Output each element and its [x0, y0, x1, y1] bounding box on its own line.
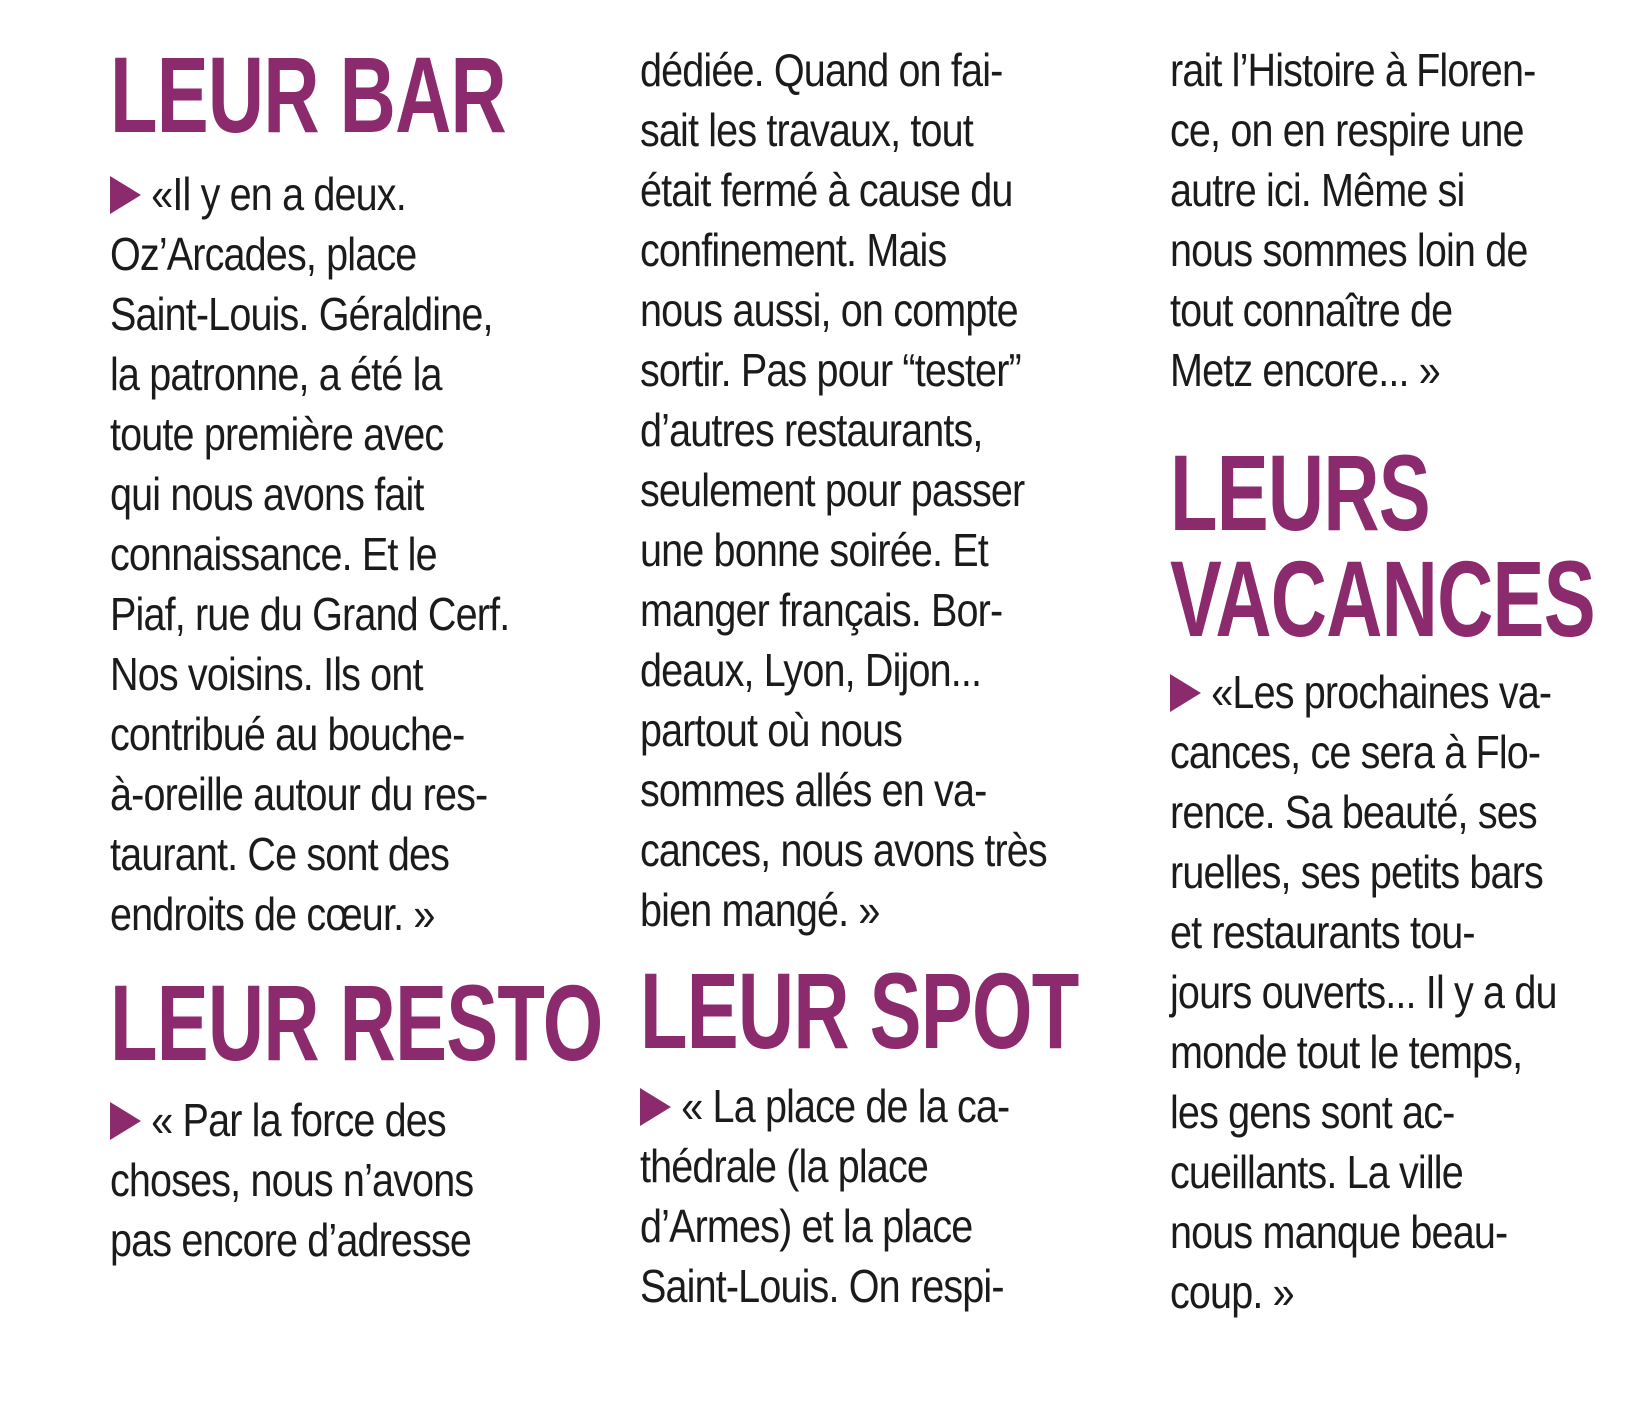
text-line: était fermé à cause du: [640, 164, 1013, 216]
text-line: sommes allés en va-: [640, 764, 987, 816]
text-line: « Par la force des: [110, 1090, 514, 1150]
text-line: confinement. Mais: [640, 224, 947, 276]
text-line: une bonne soirée. Et: [640, 524, 988, 576]
text-line: coup. »: [1170, 1266, 1294, 1318]
article-leur-bar: [110, 164, 580, 944]
text-line: ruelles, ses petits bars: [1170, 846, 1543, 898]
text-line: à-oreille autour du res-: [110, 768, 488, 820]
text-line: «Il y en a deux.: [110, 164, 514, 224]
text-line: ce, on en respire une: [1170, 104, 1524, 156]
text-line: sait les travaux, tout: [640, 104, 973, 156]
text-line: cances, nous avons très: [640, 824, 1047, 876]
heading-leur-spot: LEUR SPOT: [640, 950, 1079, 1071]
text-line: seulement pour passer: [640, 464, 1025, 516]
text-line: deaux, Lyon, Dijon...: [640, 644, 982, 696]
heading-leur-bar: LEUR BAR: [110, 34, 506, 155]
text-line: connaissance. Et le: [110, 528, 437, 580]
article-leur-spot-part-1: [640, 1076, 1110, 1316]
text-line: Nos voisins. Ils ont: [110, 648, 423, 700]
text-line: monde tout le temps,: [1170, 1026, 1523, 1078]
text-line: pas encore d’adresse: [110, 1214, 472, 1266]
text-line: taurant. Ce sont des: [110, 828, 450, 880]
text-line: Saint-Louis. Géraldine,: [110, 288, 493, 340]
text-line: Saint-Louis. On respi-: [640, 1260, 1004, 1312]
text-line: nous sommes loin de: [1170, 224, 1528, 276]
text-line: et restaurants tou-: [1170, 906, 1475, 958]
article-leur-resto-part-2: [640, 40, 1110, 940]
column-2: [640, 0, 1110, 1416]
article-leurs-vacances: [1170, 662, 1640, 1322]
text-line: choses, nous n’avons: [110, 1154, 474, 1206]
text-line: «Les prochaines va-: [1170, 662, 1574, 722]
heading-line: VACANCES: [1170, 538, 1595, 659]
text-line: sortir. Pas pour “tester”: [640, 344, 1021, 396]
article-leur-resto-part-1: [110, 1090, 580, 1270]
arrow-icon: [110, 176, 141, 214]
text-line: dédiée. Quand on fai-: [640, 44, 1003, 96]
text-line: nous aussi, on compte: [640, 284, 1018, 336]
text-line: la patronne, a été la: [110, 348, 442, 400]
text-line: partout où nous: [640, 704, 903, 756]
text-line: manger français. Bor-: [640, 584, 1003, 636]
arrow-icon: [640, 1088, 671, 1126]
column-1: [110, 0, 603, 1416]
text-line: cueillants. La ville: [1170, 1146, 1463, 1198]
text-line: « La place de la ca-: [640, 1076, 1044, 1136]
text-line: endroits de cœur. »: [110, 888, 435, 940]
text-line: Piaf, rue du Grand Cerf.: [110, 588, 510, 640]
text-line: d’Armes) et la place: [640, 1200, 973, 1252]
text-line: cances, ce sera à Flo-: [1170, 726, 1541, 778]
text-line: nous manque beau-: [1170, 1206, 1508, 1258]
article-leur-spot-part-2: [1170, 40, 1640, 400]
heading-leur-resto: LEUR RESTO: [110, 962, 603, 1083]
text-line: qui nous avons fait: [110, 468, 424, 520]
text-line: Oz’Arcades, place: [110, 228, 417, 280]
text-line: rait l’Histoire à Floren-: [1170, 44, 1536, 96]
text-line: jours ouverts... Il y a du: [1170, 966, 1557, 1018]
text-line: d’autres restaurants,: [640, 404, 983, 456]
text-line: toute première avec: [110, 408, 444, 460]
text-line: thédrale (la place: [640, 1140, 929, 1192]
text-line: les gens sont ac-: [1170, 1086, 1455, 1138]
text-line: Metz encore... »: [1170, 344, 1440, 396]
text-line: autre ici. Même si: [1170, 164, 1465, 216]
heading-leurs-vacances: [1170, 432, 1595, 659]
arrow-icon: [1170, 674, 1201, 712]
heading-line: LEURS: [1170, 432, 1430, 553]
arrow-icon: [110, 1102, 141, 1140]
text-line: bien mangé. »: [640, 884, 880, 936]
text-line: rence. Sa beauté, ses: [1170, 786, 1537, 838]
text-line: tout connaître de: [1170, 284, 1453, 336]
column-3: [1170, 0, 1640, 1416]
text-line: contribué au bouche-: [110, 708, 465, 760]
